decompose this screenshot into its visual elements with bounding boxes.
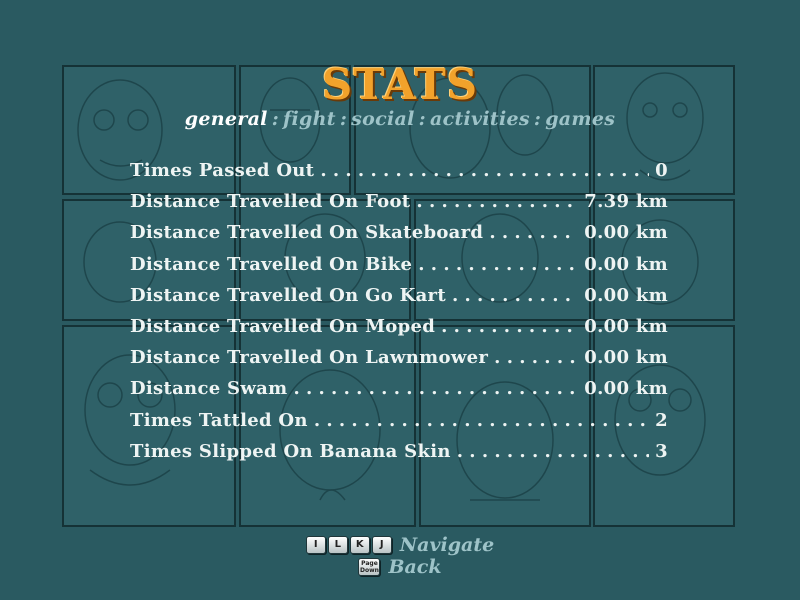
stat-value: 0.00 km — [584, 315, 668, 337]
stat-value: 0.00 km — [584, 284, 668, 306]
dot-leader — [314, 410, 649, 431]
stat-value: 2 — [655, 409, 668, 431]
dot-leader — [457, 441, 649, 462]
stats-list — [130, 160, 668, 472]
tab-activities[interactable]: activities — [429, 108, 530, 130]
tab-social[interactable]: social — [351, 108, 415, 130]
dot-leader — [416, 191, 578, 212]
tab-separator: : — [339, 108, 348, 130]
stat-label: Distance Travelled On Foot — [130, 191, 411, 213]
stat-label: Distance Swam — [130, 378, 288, 400]
stat-label: Distance Travelled On Bike — [130, 253, 413, 275]
key-i-icon: I — [306, 536, 326, 554]
stat-label: Distance Travelled On Go Kart — [130, 284, 446, 306]
back-label[interactable]: Back — [388, 556, 442, 578]
key-k-icon: K — [350, 536, 370, 554]
stat-row-times-passed-out — [130, 160, 668, 191]
dot-leader — [489, 222, 578, 243]
stat-value: 0 — [655, 160, 668, 181]
stat-label: Times Passed Out — [130, 160, 315, 181]
navigate-label[interactable]: Navigate — [399, 534, 495, 556]
navigate-hint — [0, 534, 800, 556]
stat-label: Distance Travelled On Skateboard — [130, 222, 484, 244]
stat-row-distance-moped — [130, 316, 668, 347]
stat-value: 0.00 km — [584, 222, 668, 244]
tab-separator: : — [533, 108, 542, 130]
stat-row-distance-bike — [130, 254, 668, 285]
dot-leader — [452, 285, 578, 306]
stat-value: 0.00 km — [584, 253, 668, 275]
page-title: STATS — [321, 60, 479, 109]
tab-fight[interactable]: fight — [283, 108, 336, 130]
stat-row-distance-go-kart — [130, 285, 668, 316]
key-page-down-icon: Page Down — [359, 560, 379, 574]
stat-row-distance-lawnmower — [130, 347, 668, 378]
stat-row-distance-swam — [130, 378, 668, 409]
stat-row-distance-foot — [130, 191, 668, 222]
tab-separator: : — [418, 108, 426, 130]
stat-label: Times Tattled On — [130, 409, 308, 431]
dot-leader — [320, 160, 649, 181]
back-hint — [0, 556, 800, 578]
key-l-icon: L — [328, 536, 348, 554]
stat-row-times-tattled — [130, 410, 668, 441]
dot-leader — [418, 254, 578, 275]
stat-row-distance-skateboard — [130, 222, 668, 253]
stat-label: Distance Travelled On Moped — [130, 315, 436, 337]
tab-general[interactable]: general — [184, 108, 268, 130]
tab-separator: : — [271, 108, 280, 130]
dot-leader — [441, 316, 578, 337]
key-j-icon: J — [372, 536, 392, 554]
dot-leader — [494, 347, 578, 368]
stat-row-times-slipped — [130, 441, 668, 472]
controls-hint — [0, 534, 800, 578]
stat-value: 0.00 km — [584, 347, 668, 369]
stat-label: Times Slipped On Banana Skin — [130, 440, 451, 462]
stat-label: Distance Travelled On Lawnmower — [130, 347, 489, 369]
stat-value: 7.39 km — [584, 191, 668, 213]
tab-games[interactable]: games — [545, 108, 616, 130]
stats-tab-bar — [0, 108, 800, 130]
stat-value: 3 — [655, 440, 668, 462]
dot-leader — [293, 378, 578, 399]
stat-value: 0.00 km — [584, 378, 668, 400]
